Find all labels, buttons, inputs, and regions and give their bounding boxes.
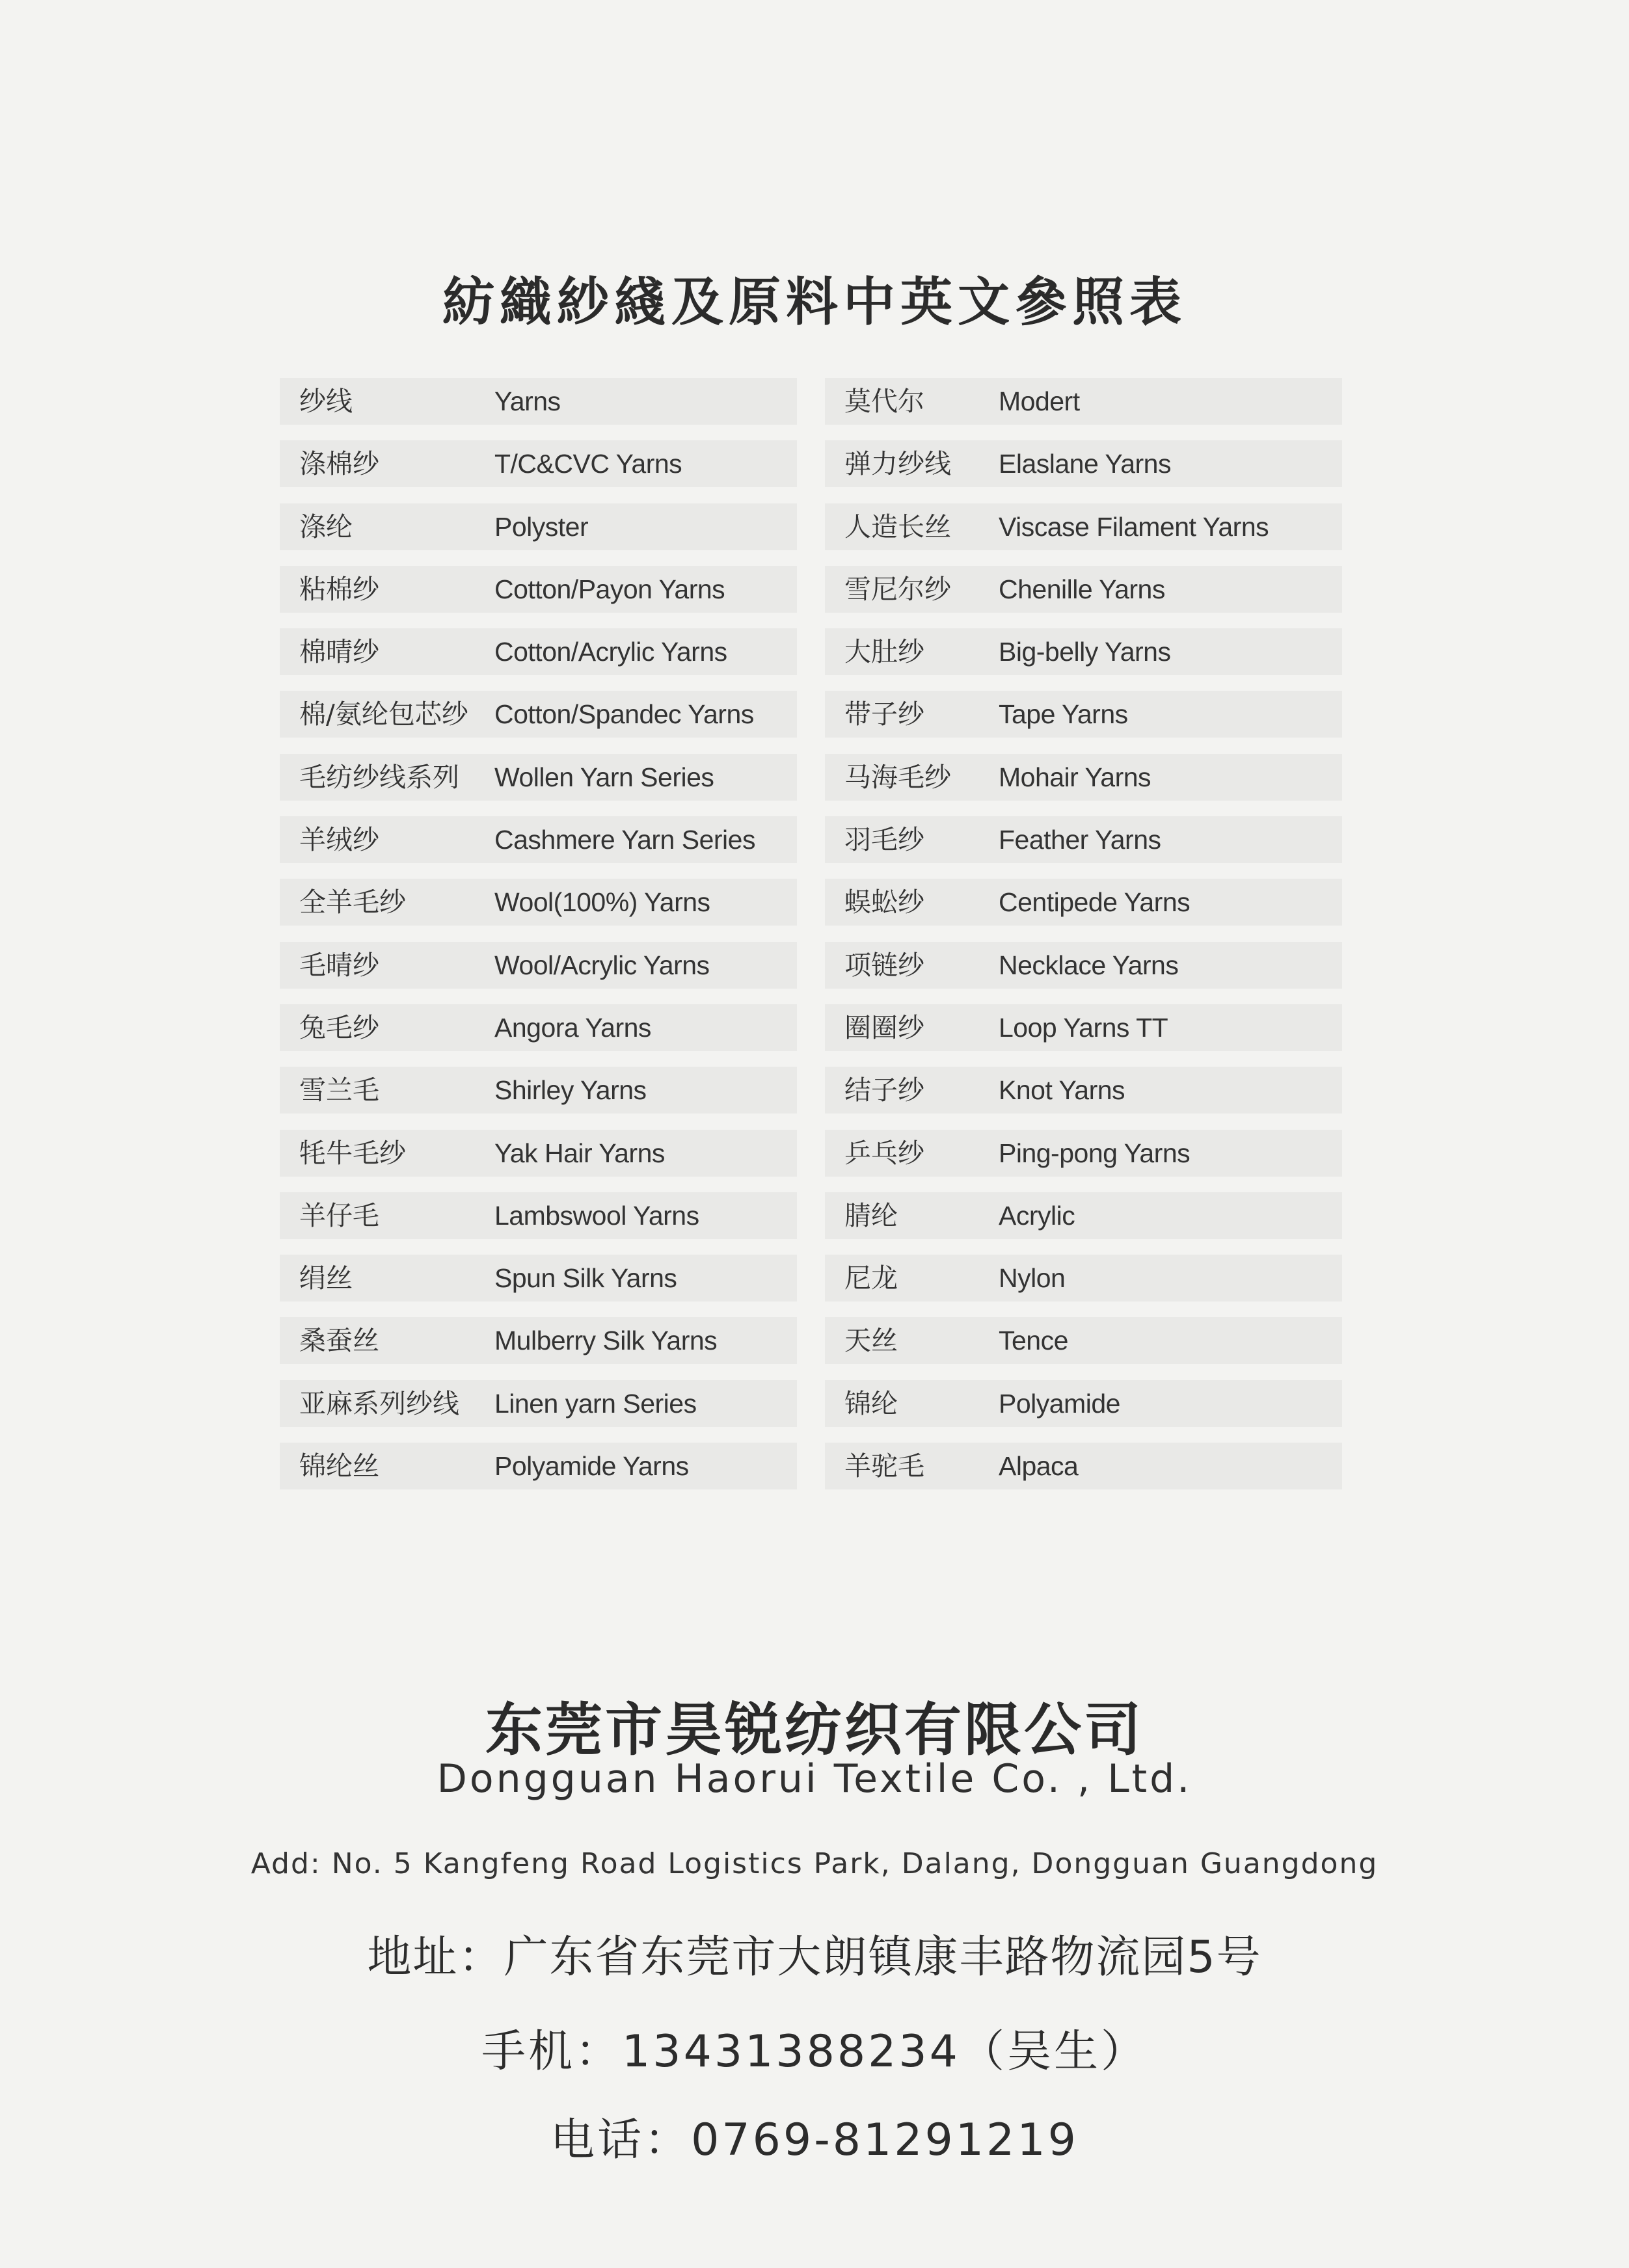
- table-row: [825, 1004, 1342, 1051]
- table-row: [280, 1317, 797, 1364]
- english-term: Mohair Yarns: [999, 762, 1151, 792]
- english-term: Tence: [999, 1326, 1068, 1356]
- table-row: [825, 566, 1342, 613]
- company-name-en: Dongguan Haorui Textile Co. , Ltd.: [437, 1756, 1192, 1802]
- table-row: [280, 628, 797, 675]
- chinese-term: 马海毛纱: [844, 761, 951, 793]
- english-term: Centipede Yarns: [999, 887, 1191, 918]
- english-term: Big-belly Yarns: [999, 637, 1171, 667]
- english-term: Yak Hair Yarns: [494, 1138, 665, 1168]
- english-term: Viscase Filament Yarns: [999, 511, 1269, 542]
- english-term: Spun Silk Yarns: [494, 1263, 677, 1294]
- table-row: [825, 1192, 1342, 1239]
- english-term: Linen yarn Series: [494, 1388, 697, 1419]
- chinese-term: 弹力纱线: [844, 448, 951, 480]
- table-row: [825, 942, 1342, 989]
- chinese-term: 大肚纱: [844, 636, 924, 668]
- table-row: [280, 1130, 797, 1177]
- chinese-term: 涤纶: [299, 511, 353, 542]
- english-term: Nylon: [999, 1263, 1066, 1294]
- table-row: [280, 566, 797, 613]
- table-row: [280, 1380, 797, 1427]
- table-row: [280, 1192, 797, 1239]
- english-term: Alpaca: [999, 1451, 1079, 1482]
- right-table: [825, 378, 1342, 1505]
- chinese-term: 桑蚕丝: [299, 1325, 379, 1357]
- chinese-term: 羊驼毛: [844, 1450, 924, 1482]
- mobile-number: 手机：13431388234（吴生）: [481, 2026, 1148, 2077]
- chinese-term: 粘棉纱: [299, 573, 379, 605]
- table-row: [825, 1443, 1342, 1489]
- chinese-term: 结子纱: [844, 1074, 924, 1106]
- english-term: Acrylic: [999, 1200, 1075, 1231]
- chinese-term: 全羊毛纱: [299, 887, 406, 918]
- chinese-term: 绢丝: [299, 1262, 353, 1294]
- chinese-term: 带子纱: [844, 699, 924, 730]
- english-term: Loop Yarns TT: [999, 1012, 1168, 1043]
- english-term: T/C&CVC Yarns: [494, 449, 682, 479]
- english-term: Modert: [999, 386, 1080, 416]
- chinese-term: 莫代尔: [844, 386, 924, 417]
- chinese-term: 天丝: [844, 1325, 898, 1357]
- chinese-term: 棉晴纱: [299, 636, 379, 668]
- chinese-term: 圈圈纱: [844, 1011, 924, 1043]
- chinese-term: 兔毛纱: [299, 1011, 379, 1043]
- english-term: Polyamide: [999, 1388, 1120, 1419]
- chinese-term: 项链纱: [844, 949, 924, 981]
- chinese-term: 亚麻系列纱线: [299, 1387, 459, 1419]
- page-title: 紡織紗綫及原料中英文參照表: [442, 271, 1187, 332]
- chinese-term: 尼龙: [844, 1262, 898, 1294]
- english-term: Ping-pong Yarns: [999, 1138, 1191, 1168]
- chinese-term: 牦牛毛纱: [299, 1137, 406, 1169]
- english-term: Feather Yarns: [999, 825, 1161, 855]
- table-row: [280, 1255, 797, 1301]
- chinese-term: 腈纶: [844, 1199, 898, 1231]
- table-row: [280, 1067, 797, 1114]
- address-en: Add: No. 5 Kangfeng Road Logistics Park, Dalang, Dongguan Guangdong: [250, 1847, 1379, 1880]
- chinese-term: 锦纶丝: [299, 1450, 379, 1482]
- table-row: [825, 378, 1342, 425]
- chinese-term: 羊绒纱: [299, 824, 379, 856]
- table-row: [280, 1443, 797, 1489]
- chinese-term: 毛晴纱: [299, 949, 379, 981]
- english-term: Necklace Yarns: [999, 950, 1179, 980]
- english-term: Elaslane Yarns: [999, 449, 1171, 479]
- chinese-term: 纱线: [299, 386, 353, 417]
- address-zh: 地址：广东省东莞市大朗镇康丰路物流园5号: [367, 1932, 1262, 1983]
- english-term: Knot Yarns: [999, 1075, 1125, 1106]
- chinese-term: 雪兰毛: [299, 1074, 379, 1106]
- english-term: Polyster: [494, 511, 589, 542]
- english-term: Shirley Yarns: [494, 1075, 647, 1106]
- english-term: Wool/Acrylic Yarns: [494, 950, 710, 980]
- table-row: [825, 816, 1342, 863]
- company-name-zh: 东莞市昊锐纺织有限公司: [485, 1696, 1144, 1763]
- chinese-term: 涤棉纱: [299, 448, 379, 480]
- table-row: [280, 879, 797, 926]
- chinese-term: 羽毛纱: [844, 824, 924, 856]
- chinese-term: 蜈蚣纱: [844, 887, 924, 918]
- table-row: [280, 754, 797, 801]
- left-table: [280, 378, 797, 1505]
- english-term: Cotton/Payon Yarns: [494, 574, 725, 604]
- english-term: Cashmere Yarn Series: [494, 825, 755, 855]
- chinese-term: 人造长丝: [844, 511, 951, 542]
- english-term: Yarns: [494, 386, 561, 416]
- table-row: [825, 879, 1342, 926]
- table-row: [280, 691, 797, 738]
- english-term: Wool(100%) Yarns: [494, 887, 710, 918]
- english-term: Polyamide Yarns: [494, 1451, 689, 1482]
- table-row: [825, 691, 1342, 738]
- chinese-term: 乒乓纱: [844, 1137, 924, 1169]
- table-row: [280, 816, 797, 863]
- table-row: [280, 1004, 797, 1051]
- english-term: Angora Yarns: [494, 1012, 651, 1043]
- chinese-term: 毛纺纱线系列: [299, 761, 459, 793]
- chinese-term: 羊仔毛: [299, 1199, 379, 1231]
- table-row: [825, 1255, 1342, 1301]
- table-row: [825, 628, 1342, 675]
- chinese-term: 锦纶: [844, 1387, 898, 1419]
- chinese-term: 棉/氨纶包芯纱: [299, 699, 468, 730]
- table-row: [280, 378, 797, 425]
- table-row: [825, 1130, 1342, 1177]
- table-row: [825, 503, 1342, 550]
- table-row: [280, 942, 797, 989]
- english-term: Wollen Yarn Series: [494, 762, 714, 792]
- phone-number: 电话：0769-81291219: [550, 2115, 1079, 2166]
- table-row: [825, 1317, 1342, 1364]
- chinese-term: 雪尼尔纱: [844, 573, 951, 605]
- english-term: Cotton/Acrylic Yarns: [494, 637, 727, 667]
- table-row: [280, 440, 797, 487]
- english-term: Cotton/Spandec Yarns: [494, 699, 754, 730]
- table-row: [825, 1067, 1342, 1114]
- table-row: [825, 754, 1342, 801]
- table-row: [825, 1380, 1342, 1427]
- english-term: Mulberry Silk Yarns: [494, 1326, 718, 1356]
- table-row: [825, 440, 1342, 487]
- table-row: [280, 503, 797, 550]
- english-term: Lambswool Yarns: [494, 1200, 699, 1231]
- english-term: Chenille Yarns: [999, 574, 1165, 604]
- english-term: Tape Yarns: [999, 699, 1128, 730]
